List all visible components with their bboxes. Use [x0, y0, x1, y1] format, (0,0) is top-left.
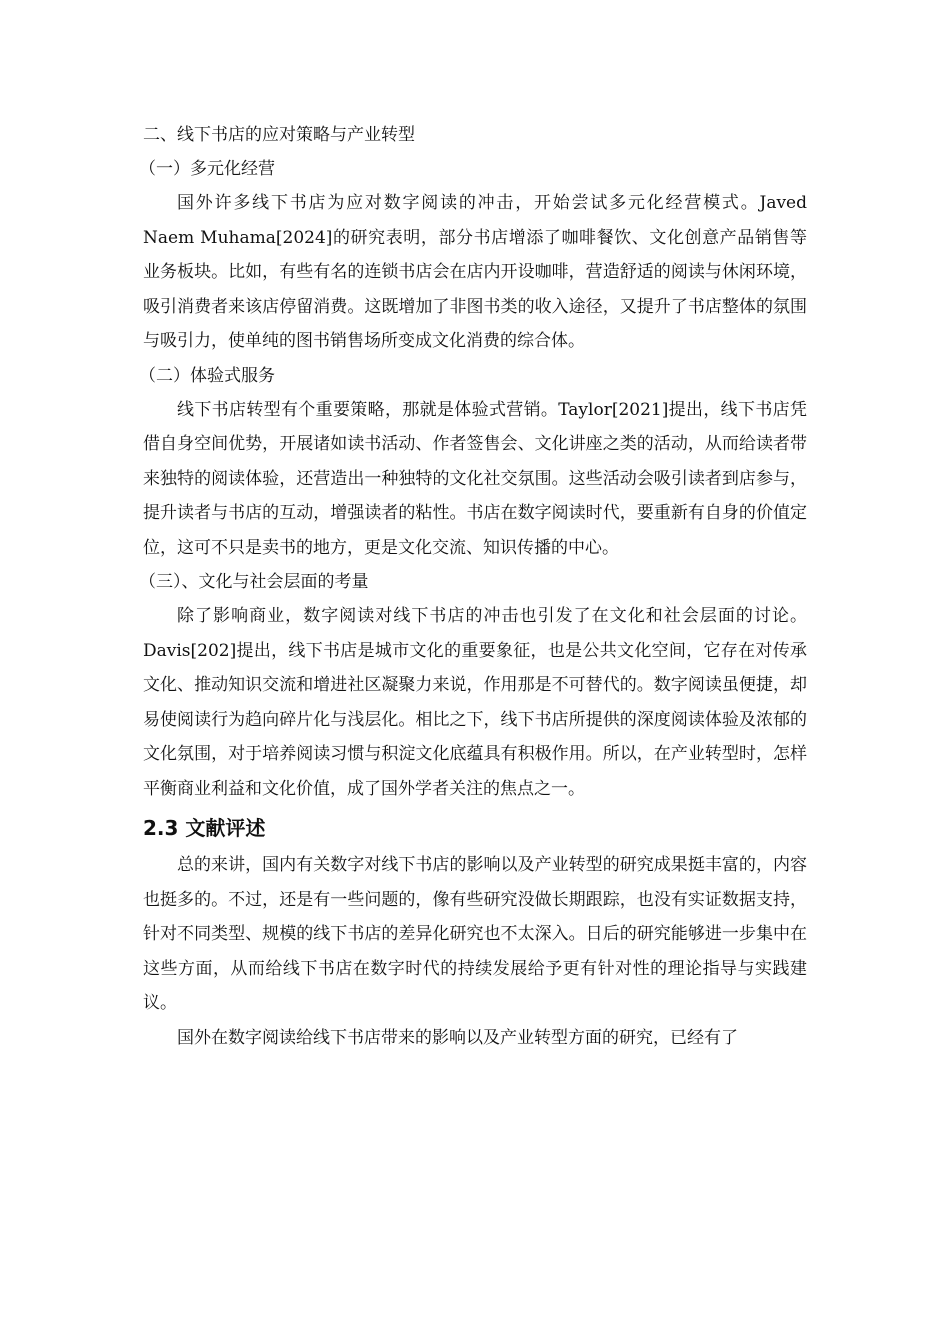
subheading-cultural-social: （三）、文化与社会层面的考量 — [139, 572, 369, 592]
paragraph-experiential-service: 线下书店转型有个重要策略，那就是体验式营销。Taylor[2021]提出，线下书店凭借自身空间优势，开展诸如读书活动、作者签售会、文化讲座之类的活动，从而给读者带来独特的阅读体验，还营造出一种独特的文化社交氛围。这些活动会吸引读者到店参与，提升读者与书店的互动，增强读者的粘性。书店在数字阅读时代，要重新有自身的价值定位，这可不只是卖书的地方，更是文化交流、知识传播的中心。 — [143, 399, 807, 558]
paragraph-cultural-social: 除了影响商业，数字阅读对线下书店的冲击也引发了在文化和社会层面的讨论。Davis[202]提出，线下书店是城市文化的重要象征，也是公共文化空间，它存在对传承文化、推动知识交流和增进社区凝聚力来说，作用那是不可替代的。数字阅读虽便捷，却易使阅读行为趋向碎片化与浅层化。相比之下，线下书店所提供的深度阅读体验及浓郁的文化氛围，对于培养阅读习惯与积淀文化底蕴具有积极作用。所以，在产业转型时，怎样平衡商业利益和文化价值，成了国外学者关注的焦点之一。 — [143, 606, 807, 799]
paragraph-review-domestic: 总的来讲，国内有关数字对线下书店的影响以及产业转型的研究成果挺丰富的，内容也挺多的。不过，还是有一些问题的，像有些研究没做长期跟踪，也没有实证数据支持，针对不同类型、规模的线下书店的差异化研究也不太深入。日后的研究能够进一步集中在这些方面，从而给线下书店在数字时代的持续发展给予更有针对性的理论指导与实践建议。 — [143, 855, 807, 1013]
subheading-diversified-operation: （一）多元化经营 — [139, 159, 275, 179]
paragraph-review-foreign: 国外在数字阅读给线下书店带来的影响以及产业转型方面的研究，已经有了 — [177, 1027, 738, 1048]
section-title-literature-review: 2.3 文献评述 — [143, 816, 266, 840]
document-page — [139, 118, 807, 1055]
paragraph-diversified-operation: 国外许多线下书店为应对数字阅读的冲击，开始尝试多元化经营模式。Javed Naem Muhama[2024]的研究表明，部分书店增添了咖啡餐饮、文化创意产品销售等业务板块。比如，有些有名的连锁书店会在店内开设咖啡，营造舒适的阅读与休闲环境，吸引消费者来该店停留消费。这既增加了非图书类的收入途径，又提升了书店整体的氛围与吸引力，使单纯的图书销售场所变成文化消费的综合体。 — [143, 193, 807, 351]
subheading-experiential-service: （二）体验式服务 — [139, 365, 275, 386]
heading-strategies: 二、线下书店的应对策略与产业转型 — [143, 125, 415, 145]
